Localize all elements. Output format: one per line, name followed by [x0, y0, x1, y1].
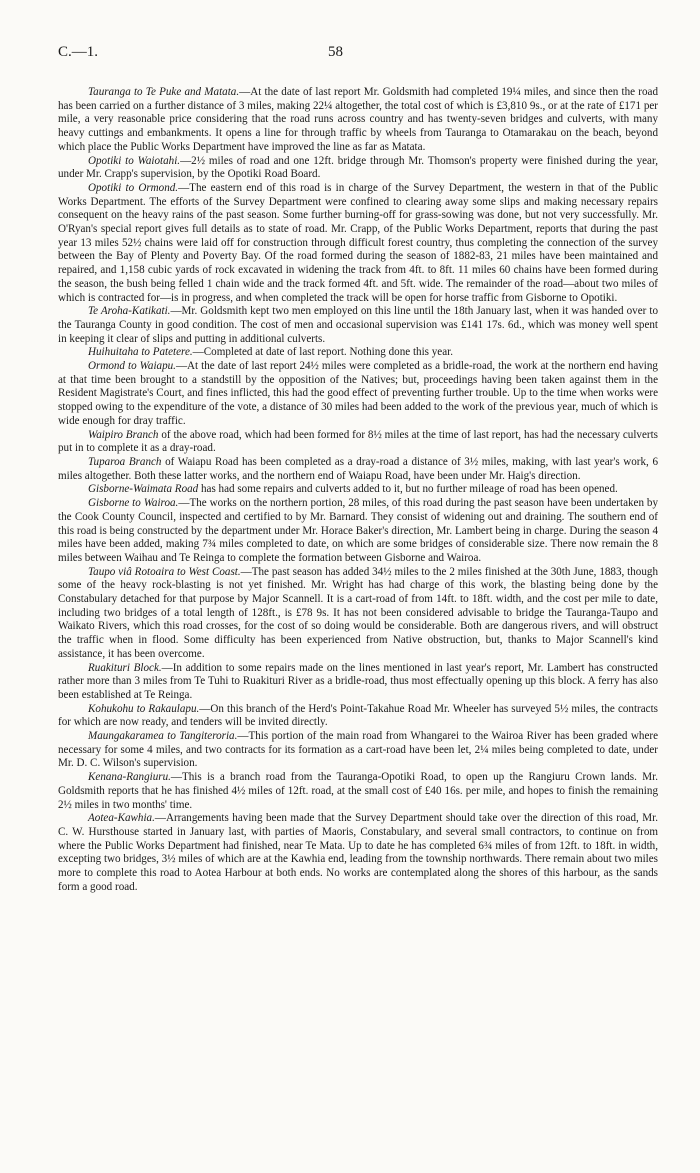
document-code: C.—1. [58, 44, 99, 60]
road-heading: Opotiki to Waiotahi. [88, 154, 181, 167]
paragraph-text: —Arrangements having been made that the Survey Department should take over the direction of this road, Mr. C. W. Hursthouse started in January last, with parties of Maoris, Constabulary, and several small contractors, to continue on from where the Public Works Department had finished, near Te Mata. Up to date he has completed 6¾ miles of from 12ft. to 18ft. in width, excepting two bridges, 3½ miles of which are at the Kawhia end, leading from the township northwards. There remain about two miles more to complete this road to Aotea Harbour at both ends. No works are contemplated along the shores of this harbour, as the sands form a good road. [58, 812, 658, 893]
paragraph-text: —Mr. Goldsmith kept two men employed on this line until the 18th January last, when it was handed over to the Tauranga County in good condition. The cost of men and occasional supervision was £141 17s. 6d., which was money well spent in keeping it clear of slips and putting in additional culverts. [58, 305, 658, 345]
paragraph [58, 662, 658, 703]
paragraph-text: —At the date of last report 24½ miles were completed as a bridle-road, the work at the northern end having at that time been brought to a standstill by the opposition of the Natives; but, proceedings having been taken against them in the Resident Magistrate's Court, and fines inflicted, this had the good effect of preventing further trouble. Up to the time when works were stopped owing to the expenditure of the vote, a distance of 30 miles had been added to the work of the previous year, much of which is wide enough for dray traffic. [58, 360, 658, 427]
paragraph-text: —This portion of the main road from Whangarei to the Wairoa River has been graded where necessary for some 4 miles, and two contracts for its formation as a cart-road have been let, 2¼ miles being completed to date, under Mr. D. C. Wilson's supervision. [58, 730, 658, 770]
paragraph [58, 730, 658, 771]
road-heading: Kenana-Rangiuru. [88, 771, 171, 784]
paragraph [58, 155, 658, 182]
paragraph [58, 566, 658, 662]
road-heading: Ormond to Waiapu. [88, 360, 176, 373]
road-heading: Maungakaramea to Tangiteroria. [88, 730, 238, 743]
road-heading: Opotiki to Ormond. [88, 181, 179, 194]
paragraph-text: —On this branch of the Herd's Point-Takahue Road Mr. Wheeler has surveyed 5½ miles, the contracts for which are now ready, and tenders will be invited directly. [58, 702, 658, 729]
paragraph [58, 497, 658, 566]
paragraph [58, 346, 658, 360]
paragraph [58, 771, 658, 812]
road-heading: Kohukohu to Rakaulapu. [88, 702, 200, 715]
paragraph [58, 456, 658, 483]
paragraph [58, 305, 658, 346]
paragraph [58, 360, 658, 429]
road-heading: Te Aroha-Katikati. [88, 305, 171, 318]
paragraph-text: of Waiapu Road has been completed as a dray-road a distance of 3½ miles, making, with last year's work, 6 miles altogether. Both these latter works, and the northern end of Waiapu Road, have been under Mr. Haig's direction. [58, 455, 658, 482]
report-body [58, 86, 658, 894]
road-heading: Ruakituri Block. [88, 661, 162, 674]
paragraph-text: of the above road, which had been formed for 8½ miles at the time of last report, has had the necessary culverts put in to complete it as a dray-road. [58, 428, 658, 455]
road-heading: Tuparoa Branch [88, 455, 162, 468]
paragraph [58, 812, 658, 894]
road-heading: Aotea-Kawhia. [88, 812, 155, 825]
road-heading: Tauranga to Te Puke and Matata. [88, 86, 240, 98]
road-heading: Taupo viâ Rotoaira to West Coast. [88, 565, 241, 578]
paragraph-text: —This is a branch road from the Tauranga-Opotiki Road, to open up the Rangiuru Crown lands. Mr. Goldsmith reports that he has finished 4½ miles of 12ft. road, at the small cost of £40 16s. per mile, and hopes to finish the remaining 2½ miles in two months' time. [58, 771, 658, 811]
paragraph-text: —Completed at date of last report. Nothing done this year. [192, 346, 453, 359]
paragraph [58, 86, 658, 155]
paragraph-text: —In addition to some repairs made on the lines mentioned in last year's report, Mr. Lambert has constructed rather more than 3 miles from Te Tuhi to Ruakituri River as a bridle-road, thus most effectually opening up this block. A ferry has also been established at Te Reinga. [58, 661, 658, 701]
paragraph [58, 483, 658, 497]
page-header [58, 44, 658, 70]
paragraph-text: —At the date of last report Mr. Goldsmith had completed 19¼ miles, and since then the road has been carried on a further distance of 3 miles, making 22¼ altogether, the total cost of which is £3,810 9s., or at the rate of £171 per mile, a very reasonable price considering that the road runs across country and has twenty-seven bridges and culverts, with many heavy cuttings and embankments. It opens a line for through traffic by wheels from Tauranga to Otamarakau on the beach, beyond which place the Public Works Department have improved the line as far as Matata. [58, 86, 658, 153]
page [58, 44, 658, 894]
paragraph [58, 703, 658, 730]
road-heading: Gisborne-Waimata Road [88, 483, 199, 496]
paragraph-text: —The eastern end of this road is in charge of the Survey Department, the western in that of the Public Works Department. The efforts of the Survey Department were confined to clearing away some slips and making necessary repairs consequent on the heavy rains of the past season. Some further burning-off for grass-sowing was done, but not very successfully. Mr. O'Ryan's special report gives full details as to state of road. Mr. Crapp, of the Public Works Department, reports that during the past year 13 miles 52½ chains were laid off for construction through difficult forest country, thus completing the connection of the survey between the Bay of Plenty and Poverty Bay. Of the road formed during the season of 1882-83, 21 miles have been maintained and repaired, and 1,158 cubic yards of rock excavated in widening the track from 4ft. to 8ft. 11 miles 60 chains have been formed during the season, the bush being felled 1 chain wide and the track formed 4ft. and 5ft. wide. The remainder of the road—about two miles of which is contracted for—is in progress, and when completed the track will be open for horse traffic from Gisborne to Opotiki. [58, 181, 658, 304]
paragraph-text: —2½ miles of road and one 12ft. bridge through Mr. Thomson's property were finished during the year, under Mr. Crapp's supervision, by the Opotiki Road Board. [58, 154, 658, 181]
road-heading: Waipiro Branch [88, 428, 159, 441]
road-heading: Huihuitaha to Patetere. [88, 346, 193, 359]
road-heading: Gisborne to Wairoa. [88, 497, 179, 510]
paragraph-text: —The works on the northern portion, 28 miles, of this road during the past season have been undertaken by the Cook County Council, inspected and certified to by Mr. Barnard. They consist of widening out and draining. The southern end of this road is being constructed by the department under Mr. Horace Baker's direction, Mr. Lambert being in charge. During the season 4 miles have been added, making 7¾ miles completed to date, on which are some bridges of considerable size. There now remain the 8 miles between Waihau and Te Reinga to complete the formation between Gisborne and Wairoa. [58, 497, 659, 564]
page-number: 58 [328, 44, 343, 60]
paragraph [58, 429, 658, 456]
paragraph [58, 182, 658, 305]
paragraph-text: —The past season has added 34½ miles to the 2 miles finished at the 30th June, 1883, though some of the heavy rock-blasting is not yet finished. Mr. Wright has had charge of this work, the blasting being done by the Constabulary detached for that purpose by Major Scannell. It is a cart-road of from 14ft. to 18ft. width, and the cost per mile to date, including two bridges of a total length of 128ft., is £78 9s. It has not been considered advisable to bridge the Tauranga-Taupo and Waikato Rivers, which this road crosses, for the cost of so doing would be considerable. Both are dangerous rivers, and will obstruct the traffic when in flood. Some difficulty has been experienced from Native obstruction, but, thanks to Major Scannell's kind assistance, it has been overcome. [58, 565, 658, 660]
paragraph-text: has had some repairs and culverts added to it, but no further mileage of road has been opened. [198, 483, 618, 496]
